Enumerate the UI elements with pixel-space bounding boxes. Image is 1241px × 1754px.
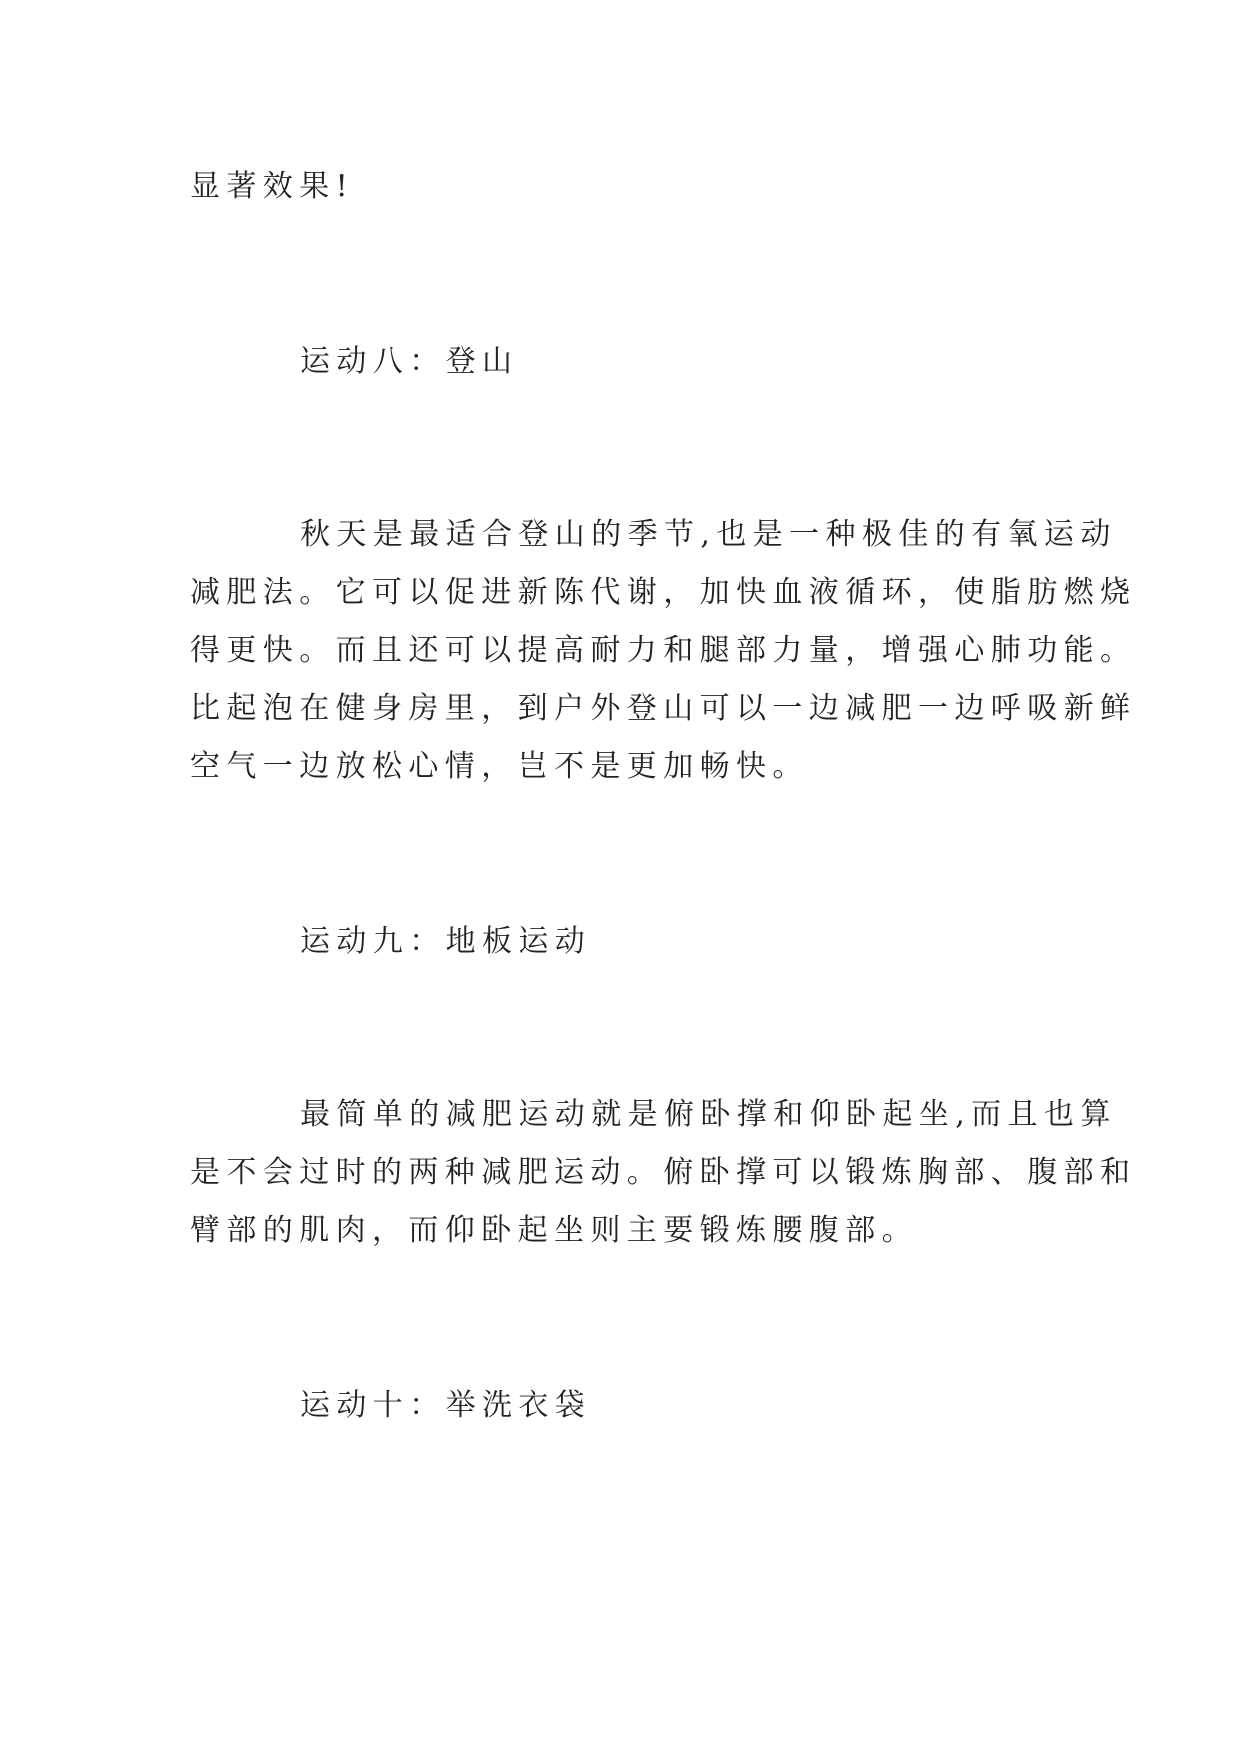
section-heading-8: 运动八：登山 [300,344,519,379]
paragraph-line: 比起泡在健身房里，到户外登山可以一边减肥一边呼吸新鲜 [190,691,1137,726]
paragraph-line: 最简单的减肥运动就是俯卧撑和仰卧起坐,而且也算 [300,1097,1117,1132]
paragraph-line: 空气一边放松心情，岂不是更加畅快。 [190,749,809,784]
paragraph-line: 臂部的肌肉，而仰卧起坐则主要锻炼腰腹部。 [190,1213,918,1248]
section-heading-10: 运动十：举洗衣袋 [300,1388,592,1423]
paragraph-line: 秋天是最适合登山的季节,也是一种极佳的有氧运动 [300,517,1117,552]
paragraph-line: 是不会过时的两种减肥运动。俯卧撑可以锻炼胸部、腹部和 [190,1155,1137,1190]
paragraph-line: 得更快。而且还可以提高耐力和腿部力量，增强心肺功能。 [190,633,1137,668]
paragraph-line: 减肥法。它可以促进新陈代谢，加快血液循环，使脂肪燃烧 [190,575,1137,610]
continuation-text: 显著效果! [190,169,355,204]
section-heading-9: 运动九：地板运动 [300,924,592,959]
